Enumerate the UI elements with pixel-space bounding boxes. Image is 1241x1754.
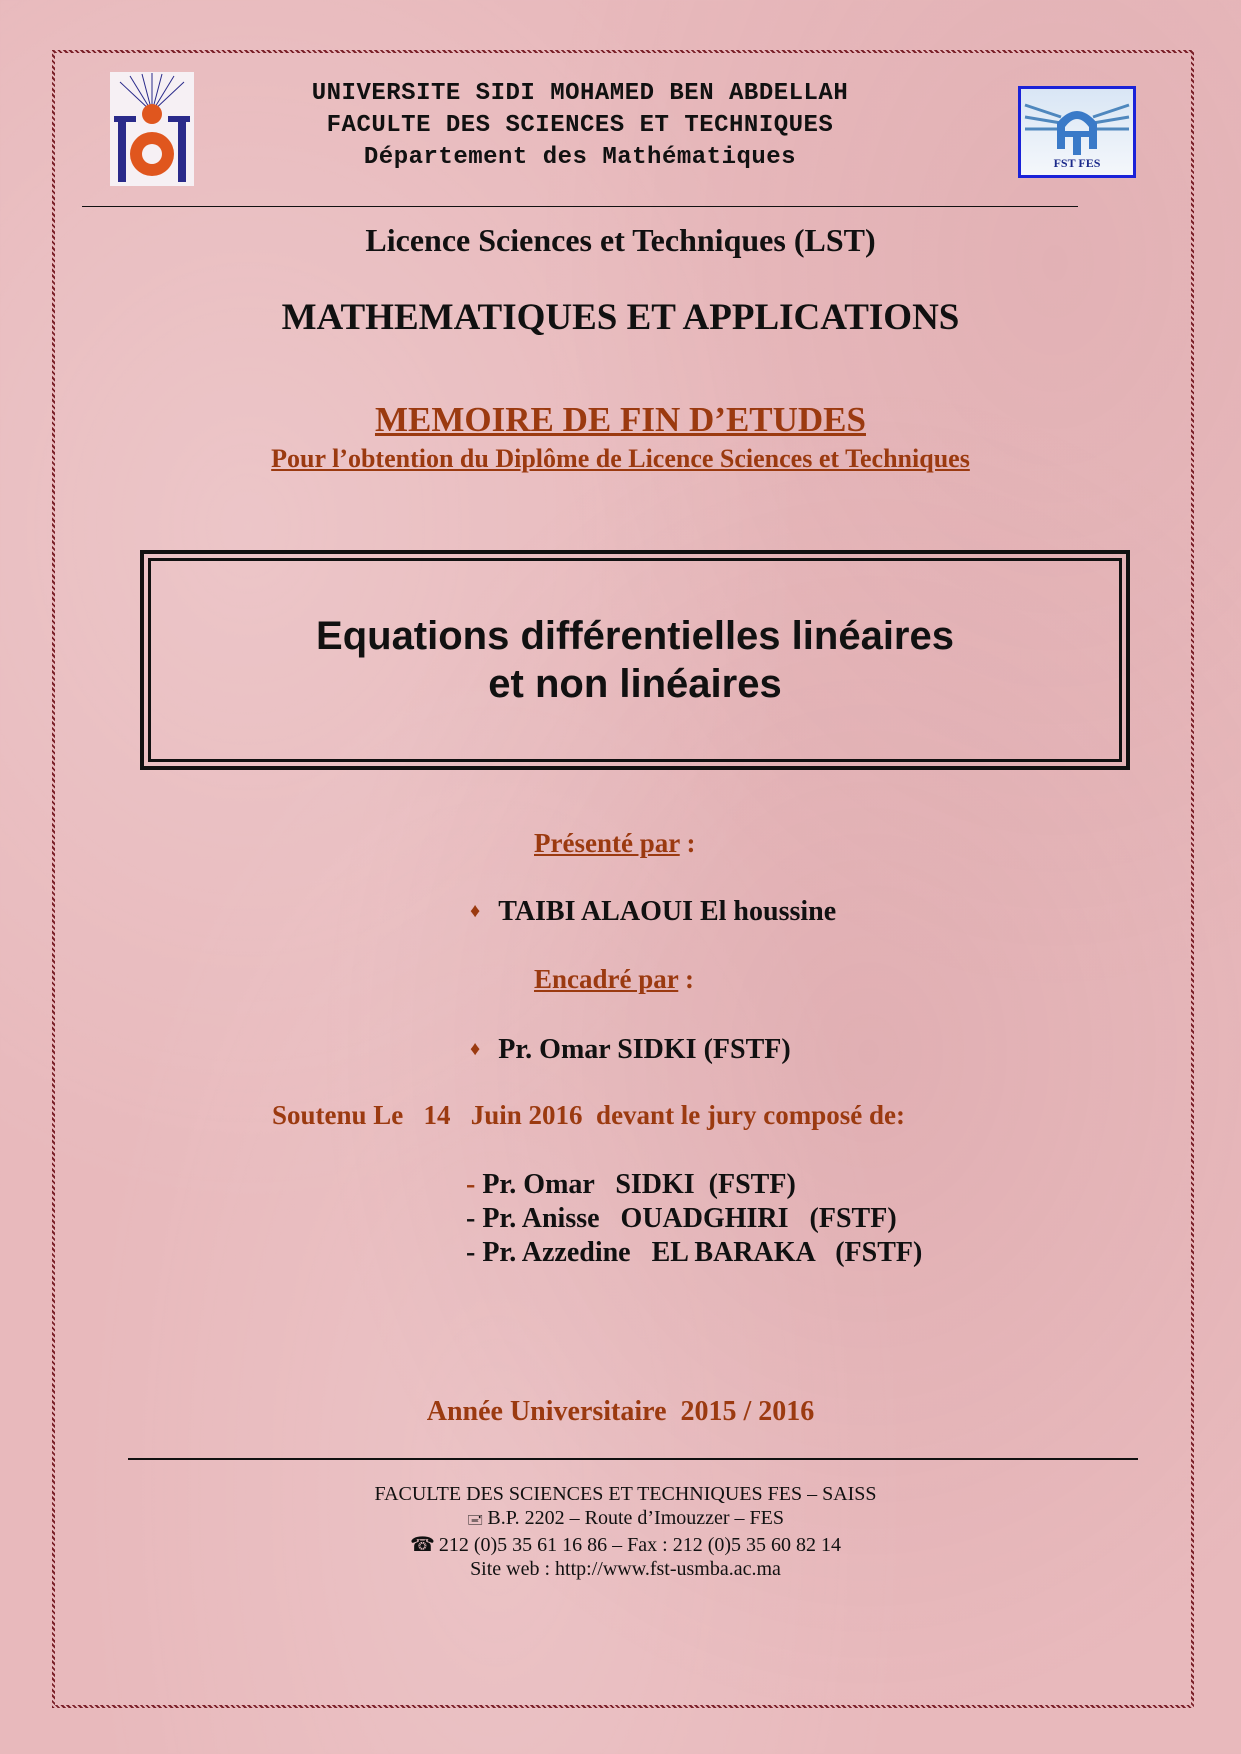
- jury-member-name: Pr. Azzedine EL BARAKA (FSTF): [482, 1237, 923, 1268]
- jury-member: [466, 1202, 922, 1236]
- diamond-bullet-icon: ♦: [470, 900, 481, 922]
- jury-member: [466, 1236, 922, 1270]
- presented-by-colon: :: [679, 828, 696, 858]
- footer-address: [0, 1482, 1241, 1581]
- jury-member-name: Pr. Anisse OUADGHIRI (FSTF): [482, 1203, 897, 1234]
- university-crest-logo: [110, 72, 194, 186]
- supervised-by-text: Encadré par: [534, 964, 679, 994]
- student-entry: [470, 896, 836, 928]
- jury-dash: -: [466, 1203, 483, 1234]
- memoire-subheading: Pour l’obtention du Diplôme de Licence Sciences et Techniques: [271, 444, 970, 473]
- footer-website: Site web : http://www.fst-usmba.ac.ma: [470, 1558, 781, 1580]
- student-name: TAIBI ALAOUI El houssine: [498, 896, 837, 927]
- thesis-title-line-2: et non linéaires: [488, 662, 782, 706]
- presented-by-text: Présenté par: [534, 828, 680, 858]
- supervised-by-colon: :: [678, 964, 695, 994]
- institution-header: [230, 78, 930, 174]
- jury-member: [466, 1168, 922, 1202]
- defense-statement: Soutenu Le 14 Juin 2016 devant le jury composé de:: [271, 1100, 906, 1130]
- jury-dash: -: [466, 1169, 483, 1200]
- header-divider: [82, 206, 1078, 207]
- supervisor-name: Pr. Omar SIDKI (FSTF): [498, 1034, 791, 1065]
- department-name: Département des Mathématiques: [363, 144, 797, 171]
- footer-divider: [128, 1458, 1138, 1460]
- academic-year: Année Universitaire 2015 / 2016: [426, 1396, 815, 1427]
- supervised-by-label: [534, 964, 694, 995]
- licence-title: Licence Sciences et Techniques (LST): [365, 222, 876, 258]
- footer-phone-text: 212 (0)5 35 61 16 86 – Fax : 212 (0)5 35 60 82 14: [438, 1534, 842, 1556]
- footer-postal-text: B.P. 2202 – Route d’Imouzzer – FES: [487, 1507, 785, 1529]
- phone-icon: ☎: [409, 1534, 435, 1556]
- thesis-title-box: [140, 550, 1130, 770]
- footer-phone: [0, 1533, 1241, 1557]
- footer-postal: [0, 1506, 1241, 1533]
- jury-member-name: Pr. Omar SIDKI (FSTF): [482, 1169, 796, 1200]
- fst-fes-logo: [1018, 86, 1136, 178]
- mail-icon: 🖃: [466, 1513, 484, 1528]
- university-name: UNIVERSITE SIDI MOHAMED BEN ABDELLAH: [311, 80, 849, 107]
- faculty-name: FACULTE DES SCIENCES ET TECHNIQUES: [326, 112, 834, 139]
- footer-faculty: FACULTE DES SCIENCES ET TECHNIQUES FES – SAISS: [374, 1483, 877, 1505]
- diamond-bullet-icon: ♦: [470, 1038, 481, 1060]
- fst-fes-logo-caption: FST FES: [1053, 156, 1101, 170]
- field-title: MATHEMATIQUES ET APPLICATIONS: [281, 297, 960, 338]
- thesis-title-line-1: Equations différentielles linéaires: [316, 614, 954, 658]
- jury-dash: -: [466, 1237, 483, 1268]
- memoire-heading: MEMOIRE DE FIN D’ETUDES: [374, 400, 866, 439]
- presented-by-label: [534, 828, 695, 859]
- jury-list: [466, 1168, 922, 1270]
- supervisor-entry: [470, 1034, 791, 1066]
